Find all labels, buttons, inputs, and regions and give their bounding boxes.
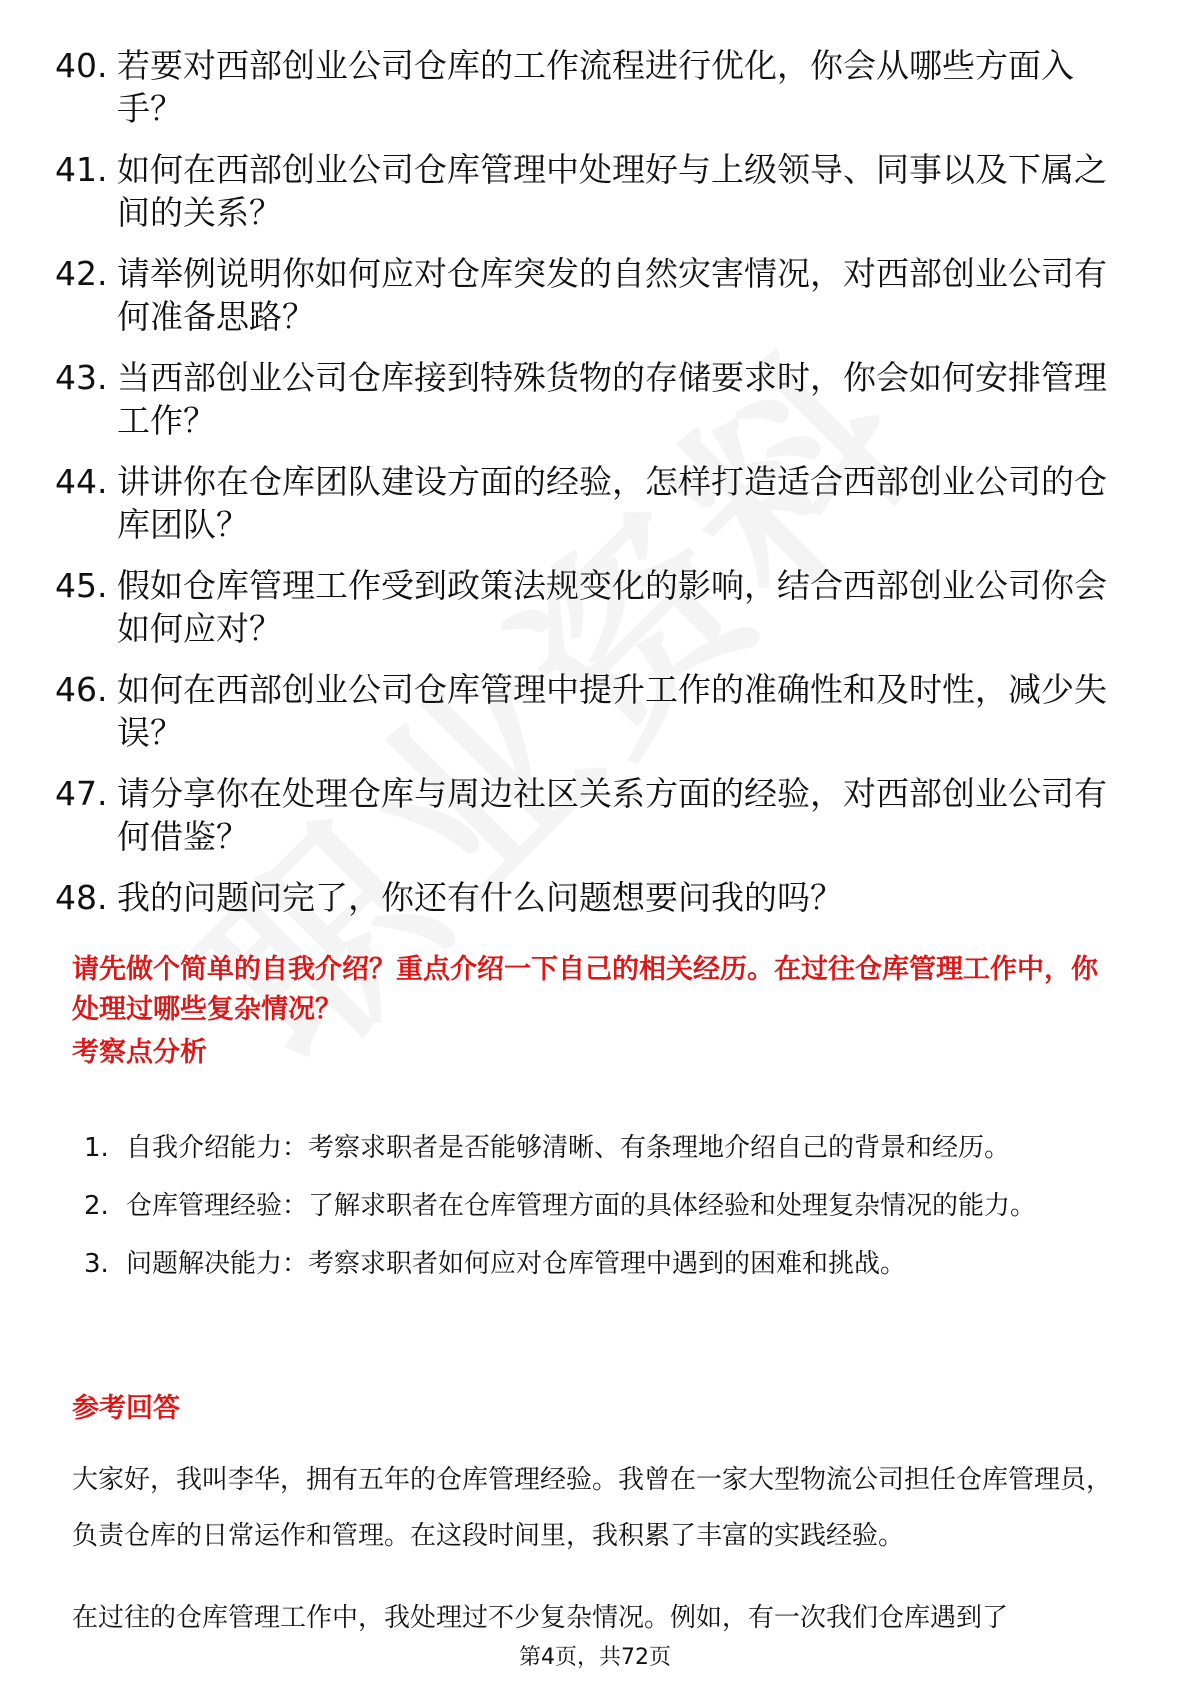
- question-number: 43.: [55, 358, 108, 397]
- question-text: 假如仓库管理工作受到政策法规变化的影响，结合西部创业公司你会如何应对？: [117, 566, 1107, 648]
- question-text: 如何在西部创业公司仓库管理中提升工作的准确性和及时性，减少失误？: [117, 670, 1107, 752]
- question-number: 41.: [55, 150, 108, 189]
- analysis-text: 自我介绍能力：考察求职者是否能够清晰、有条理地介绍自己的背景和经历。: [126, 1133, 1011, 1163]
- analysis-item: [84, 1120, 1124, 1176]
- question-text: 如何在西部创业公司仓库管理中处理好与上级领导、同事以及下属之间的关系？: [117, 150, 1107, 232]
- question-item: [55, 252, 1135, 338]
- question-item: [55, 148, 1135, 234]
- question-item: [55, 668, 1135, 754]
- question-item: [55, 460, 1135, 546]
- question-number: 44.: [55, 462, 108, 501]
- question-number: 46.: [55, 670, 108, 709]
- analysis-item: [84, 1178, 1124, 1234]
- analysis-number: 1.: [84, 1133, 109, 1163]
- analysis-number: 3.: [84, 1249, 109, 1279]
- question-text: 讲讲你在仓库团队建设方面的经验，怎样打造适合西部创业公司的仓库团队？: [117, 462, 1107, 544]
- answer-paragraph: 在过往的仓库管理工作中，我处理过不少复杂情况。例如，有一次我们仓库遇到了: [72, 1603, 1009, 1633]
- question-item: [55, 876, 1135, 919]
- analysis-text: 问题解决能力：考察求职者如何应对仓库管理中遇到的困难和挑战。: [126, 1249, 907, 1279]
- question-item: [55, 356, 1135, 442]
- analysis-text: 仓库管理经验：了解求职者在仓库管理方面的具体经验和处理复杂情况的能力。: [126, 1191, 1037, 1221]
- analysis-list: [84, 1120, 1124, 1294]
- question-text: 当西部创业公司仓库接到特殊货物的存储要求时，你会如何安排管理工作？: [117, 358, 1107, 440]
- question-text: 我的问题问完了，你还有什么问题想要问我的吗？: [117, 878, 843, 917]
- question-item: [55, 44, 1135, 130]
- page-footer: 第4页，共72页: [519, 1645, 671, 1670]
- question-number: 48.: [55, 878, 108, 917]
- question-item: [55, 772, 1135, 858]
- featured-question-heading: 请先做个简单的自我介绍？重点介绍一下自己的相关经历。在过往仓库管理工作中，你处理过哪些复杂情况？: [72, 954, 1098, 1025]
- question-text: 请举例说明你如何应对仓库突发的自然灾害情况，对西部创业公司有何准备思路？: [117, 254, 1107, 336]
- question-text: 若要对西部创业公司仓库的工作流程进行优化，你会从哪些方面入手？: [117, 46, 1074, 128]
- answer-paragraph: 大家好，我叫李华，拥有五年的仓库管理经验。我曾在一家大型物流公司担任仓库管理员，负责仓库的日常运作和管理。在这段时间里，我积累了丰富的实践经验。: [72, 1465, 1113, 1551]
- analysis-item: [84, 1236, 1124, 1292]
- question-number: 40.: [55, 46, 108, 85]
- analysis-number: 2.: [84, 1191, 109, 1221]
- analysis-title: 考察点分析: [72, 1037, 207, 1068]
- question-item: [55, 564, 1135, 650]
- question-text: 请分享你在处理仓库与周边社区关系方面的经验，对西部创业公司有何借鉴？: [117, 774, 1107, 856]
- question-number: 47.: [55, 774, 108, 813]
- question-number: 45.: [55, 566, 108, 605]
- question-list: [55, 44, 1135, 937]
- question-number: 42.: [55, 254, 108, 293]
- answer-title: 参考回答: [72, 1393, 180, 1424]
